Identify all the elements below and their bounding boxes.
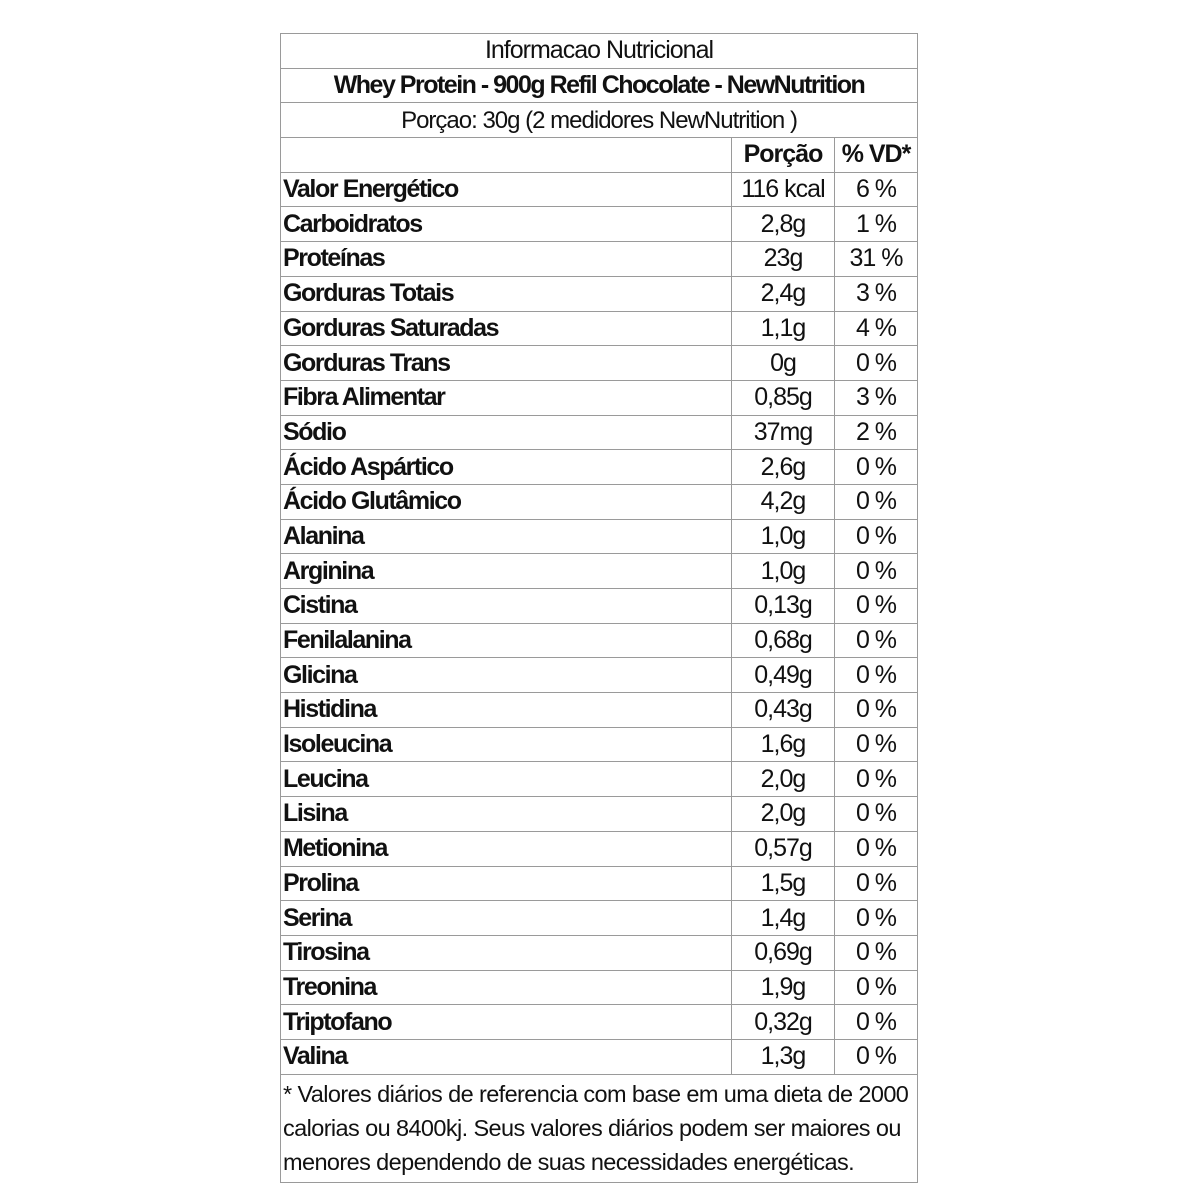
nutrient-portion: 1,0g <box>732 554 835 589</box>
nutrient-name: Leucina <box>281 762 732 797</box>
nutrient-daily-value: 0 % <box>835 762 918 797</box>
nutrient-daily-value: 0 % <box>835 1005 918 1040</box>
table-row <box>281 415 918 450</box>
nutrient-name: Cistina <box>281 589 732 624</box>
product-name: Whey Protein - 900g Refil Chocolate - NewNutrition <box>281 68 918 103</box>
table-row <box>281 276 918 311</box>
table-row <box>281 380 918 415</box>
table-row <box>281 1039 918 1074</box>
table-row <box>281 172 918 207</box>
nutrient-portion: 0g <box>732 346 835 381</box>
nutrient-daily-value: 0 % <box>835 970 918 1005</box>
nutrient-name: Prolina <box>281 866 732 901</box>
nutrient-name: Triptofano <box>281 1005 732 1040</box>
nutrient-portion: 1,1g <box>732 311 835 346</box>
nutrient-daily-value: 0 % <box>835 484 918 519</box>
nutrient-name: Alanina <box>281 519 732 554</box>
table-row <box>281 693 918 728</box>
nutrient-daily-value: 4 % <box>835 311 918 346</box>
nutrient-daily-value: 2 % <box>835 415 918 450</box>
nutrient-name: Gorduras Totais <box>281 276 732 311</box>
serving-size-row <box>281 103 918 138</box>
nutrient-name: Metionina <box>281 831 732 866</box>
nutrient-portion: 2,4g <box>732 276 835 311</box>
nutrient-name: Ácido Glutâmico <box>281 484 732 519</box>
table-row <box>281 554 918 589</box>
table-title-row <box>281 34 918 69</box>
table-row <box>281 242 918 277</box>
nutrient-portion: 0,57g <box>732 831 835 866</box>
table-row <box>281 658 918 693</box>
column-header-row <box>281 138 918 173</box>
footnote-text: * Valores diários de referencia com base em uma dieta de 2000 calorias ou 8400kj. Seus valores diários podem ser maiores ou menores dependendo de suas necessidades energéticas. <box>281 1074 918 1182</box>
nutrient-name: Fenilalanina <box>281 623 732 658</box>
table-row <box>281 484 918 519</box>
product-name-row <box>281 68 918 103</box>
nutrient-portion: 2,0g <box>732 797 835 832</box>
table-row <box>281 935 918 970</box>
table-row <box>281 1005 918 1040</box>
nutrient-name: Serina <box>281 901 732 936</box>
nutrient-daily-value: 0 % <box>835 935 918 970</box>
nutrient-daily-value: 3 % <box>835 276 918 311</box>
table-title: Informacao Nutricional <box>281 34 918 69</box>
nutrient-portion: 2,8g <box>732 207 835 242</box>
nutrient-daily-value: 0 % <box>835 901 918 936</box>
table-row <box>281 970 918 1005</box>
nutrient-name: Valor Energético <box>281 172 732 207</box>
nutrient-daily-value: 0 % <box>835 554 918 589</box>
table-row <box>281 450 918 485</box>
nutrient-name: Proteínas <box>281 242 732 277</box>
nutrient-name: Lisina <box>281 797 732 832</box>
nutrient-portion: 116 kcal <box>732 172 835 207</box>
nutrient-portion: 2,0g <box>732 762 835 797</box>
nutrient-name: Ácido Aspártico <box>281 450 732 485</box>
nutrient-daily-value: 0 % <box>835 866 918 901</box>
nutrient-daily-value: 0 % <box>835 693 918 728</box>
table-row <box>281 797 918 832</box>
table-row <box>281 589 918 624</box>
nutrient-daily-value: 0 % <box>835 623 918 658</box>
nutrient-name: Tirosina <box>281 935 732 970</box>
nutrient-name: Histidina <box>281 693 732 728</box>
nutrient-daily-value: 0 % <box>835 589 918 624</box>
nutrient-daily-value: 31 % <box>835 242 918 277</box>
table-row <box>281 831 918 866</box>
nutrient-name: Sódio <box>281 415 732 450</box>
table-row <box>281 311 918 346</box>
nutrient-portion: 1,9g <box>732 970 835 1005</box>
nutrient-daily-value: 0 % <box>835 1039 918 1074</box>
nutrient-portion: 1,5g <box>732 866 835 901</box>
nutrient-name: Fibra Alimentar <box>281 380 732 415</box>
nutrient-portion: 23g <box>732 242 835 277</box>
nutrient-name: Isoleucina <box>281 727 732 762</box>
nutrient-name: Gorduras Trans <box>281 346 732 381</box>
nutrient-portion: 0,13g <box>732 589 835 624</box>
table-row <box>281 762 918 797</box>
nutrition-facts-table <box>280 33 918 1183</box>
column-header-vd: % VD* <box>835 138 918 173</box>
nutrient-portion: 0,43g <box>732 693 835 728</box>
nutrient-portion: 4,2g <box>732 484 835 519</box>
nutrient-daily-value: 0 % <box>835 727 918 762</box>
nutrient-daily-value: 0 % <box>835 658 918 693</box>
table-row <box>281 727 918 762</box>
nutrient-daily-value: 3 % <box>835 380 918 415</box>
nutrient-portion: 0,49g <box>732 658 835 693</box>
nutrient-portion: 1,3g <box>732 1039 835 1074</box>
nutrient-portion: 37mg <box>732 415 835 450</box>
nutrient-daily-value: 0 % <box>835 831 918 866</box>
nutrient-name: Gorduras Saturadas <box>281 311 732 346</box>
nutrient-name: Arginina <box>281 554 732 589</box>
column-header-portion: Porção <box>732 138 835 173</box>
table-row <box>281 623 918 658</box>
nutrient-portion: 1,6g <box>732 727 835 762</box>
nutrient-daily-value: 0 % <box>835 797 918 832</box>
nutrient-portion: 1,0g <box>732 519 835 554</box>
serving-size: Porçao: 30g (2 medidores NewNutrition ) <box>281 103 918 138</box>
table-row <box>281 346 918 381</box>
footnote-row <box>281 1074 918 1182</box>
nutrient-daily-value: 0 % <box>835 450 918 485</box>
nutrient-name: Glicina <box>281 658 732 693</box>
nutrient-daily-value: 0 % <box>835 519 918 554</box>
nutrient-portion: 0,68g <box>732 623 835 658</box>
nutrient-name: Carboidratos <box>281 207 732 242</box>
nutrient-portion: 0,69g <box>732 935 835 970</box>
nutrient-name: Valina <box>281 1039 732 1074</box>
nutrient-portion: 2,6g <box>732 450 835 485</box>
table-row <box>281 866 918 901</box>
table-row <box>281 207 918 242</box>
table-row <box>281 519 918 554</box>
nutrient-daily-value: 6 % <box>835 172 918 207</box>
nutrient-name: Treonina <box>281 970 732 1005</box>
nutrient-portion: 1,4g <box>732 901 835 936</box>
nutrient-portion: 0,85g <box>732 380 835 415</box>
nutrient-portion: 0,32g <box>732 1005 835 1040</box>
nutrient-daily-value: 0 % <box>835 346 918 381</box>
nutrient-daily-value: 1 % <box>835 207 918 242</box>
table-row <box>281 901 918 936</box>
column-header-nutrient <box>281 138 732 173</box>
